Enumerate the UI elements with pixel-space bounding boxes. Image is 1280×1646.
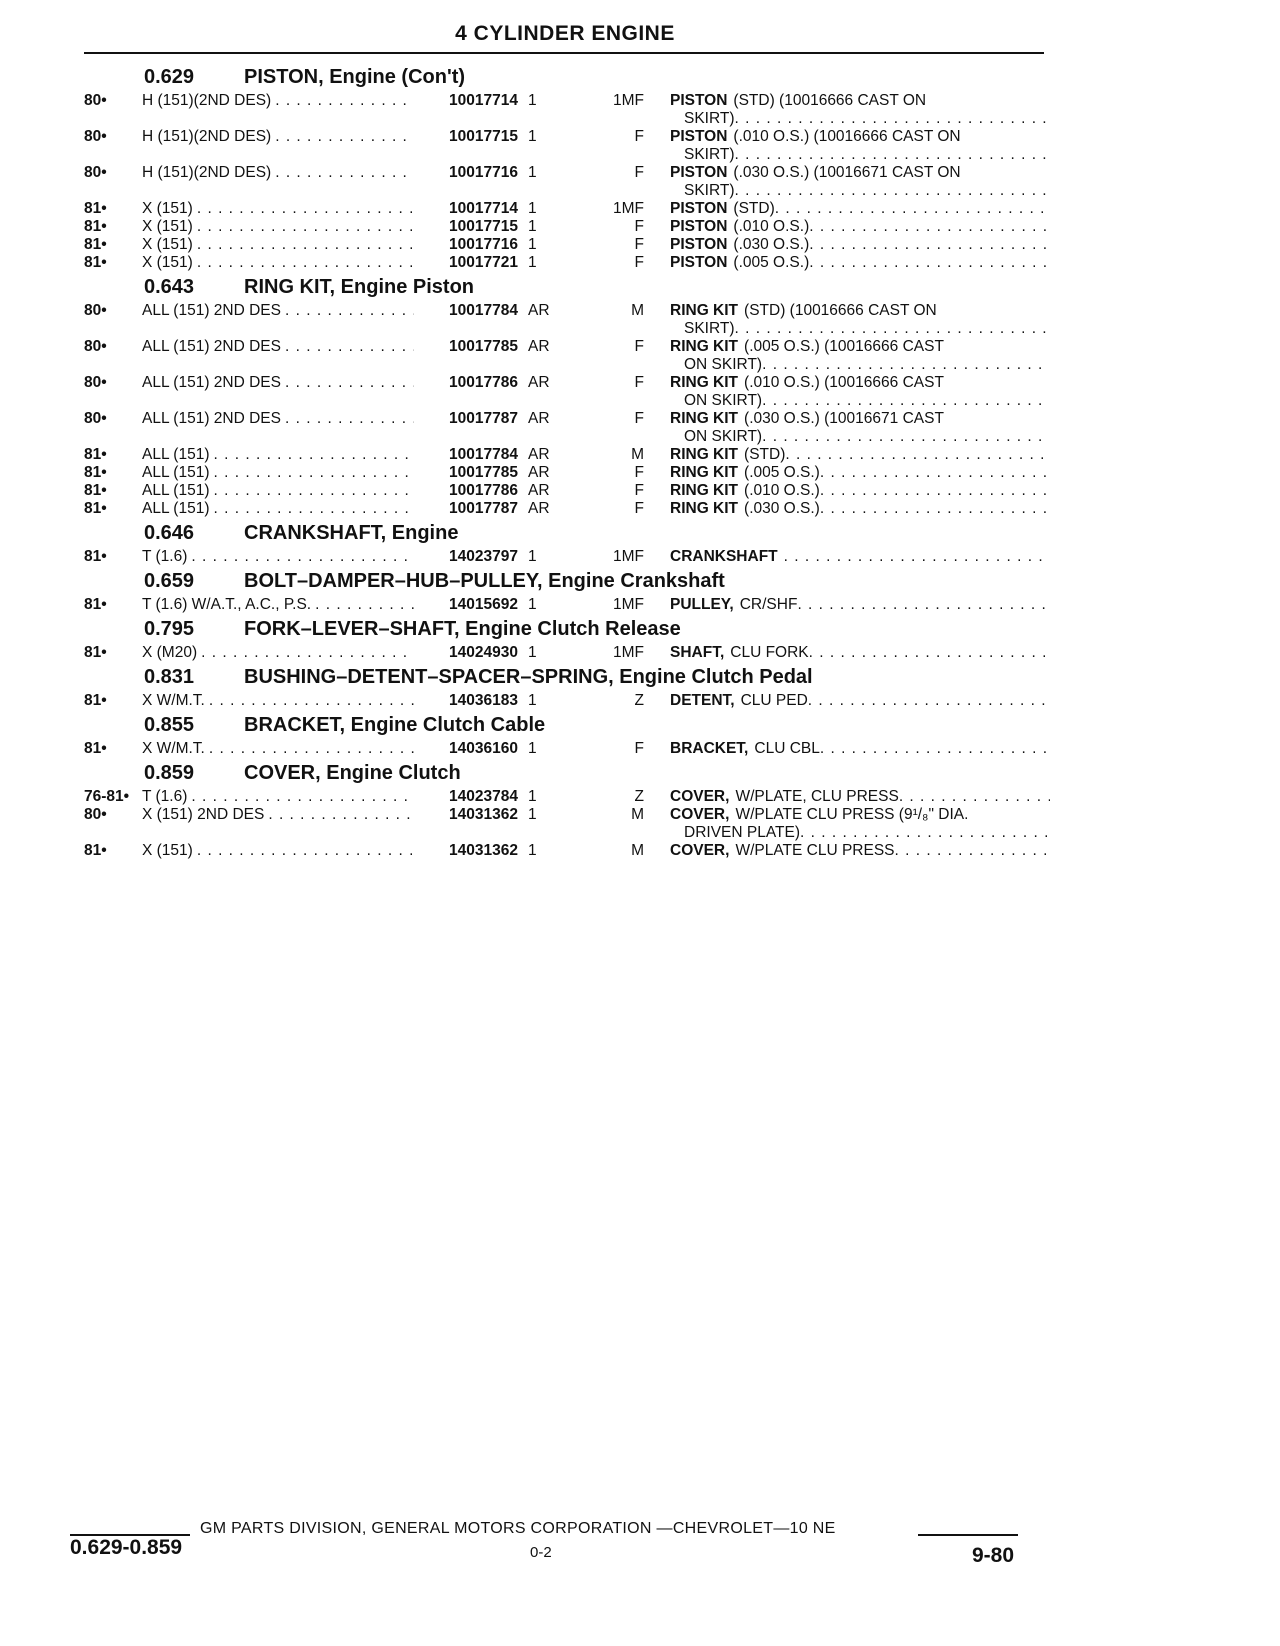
leader-dots	[797, 596, 1050, 614]
quantity: 1	[528, 788, 537, 805]
quantity: 1	[528, 740, 537, 757]
part-description-key: COVER,	[670, 842, 730, 859]
part-description-cont: DRIVEN PLATE)	[684, 824, 800, 841]
application: ALL (151) . . .	[142, 464, 492, 482]
part-number: 10017714	[414, 200, 518, 218]
quantity: AR	[528, 482, 550, 499]
leader-dots	[785, 446, 1050, 464]
leader-dots	[809, 236, 1050, 254]
quantity: 1	[528, 644, 537, 661]
model-year: 81 •	[84, 500, 107, 518]
part-row	[84, 806, 1044, 842]
part-description: (STD)	[744, 446, 786, 463]
source-code: F	[634, 128, 644, 145]
model-year: 81 •	[84, 200, 107, 218]
application: H (151)(2ND DES) . . .	[142, 92, 492, 110]
description-cell	[670, 236, 1050, 254]
part-description: (.005 O.S.) (10016666 CAST	[744, 338, 944, 355]
leader-dots	[735, 110, 1050, 128]
model-year: 81 •	[84, 644, 107, 662]
source-code: F	[634, 218, 644, 235]
part-number: 10017714	[414, 92, 518, 110]
part-row	[84, 548, 1044, 566]
part-description-cont: SKIRT)	[684, 320, 735, 337]
application: H (151)(2ND DES) . . .	[142, 128, 492, 146]
source-code: F	[634, 374, 644, 391]
leader-dots	[809, 644, 1050, 662]
application: X (151) . . .	[142, 200, 492, 218]
part-description-cont: SKIRT)	[684, 110, 735, 127]
part-description-key: RING KIT	[670, 302, 739, 319]
leader-dots	[809, 254, 1050, 272]
part-description-key: PISTON	[670, 200, 728, 217]
part-description-key: PISTON	[670, 164, 728, 181]
part-row	[84, 740, 1044, 758]
leader-dots	[820, 482, 1050, 500]
source-code: M	[631, 446, 644, 463]
section-name: FORK–LEVER–SHAFT, Engine Clutch Release	[244, 618, 681, 640]
footer-divider-right	[918, 1534, 1018, 1536]
section-name: COVER, Engine Clutch	[244, 762, 461, 784]
description-cell	[670, 302, 1050, 338]
part-row	[84, 200, 1044, 218]
application: T (1.6) W/A.T., A.C., P.S. . . .	[142, 596, 492, 614]
footer-publisher: GM PARTS DIVISION, GENERAL MOTORS CORPORATION —CHEVROLET—10 NE	[200, 1520, 836, 1537]
part-description-key: PISTON	[670, 92, 728, 109]
model-year: 76-81 •	[84, 788, 129, 806]
application: X (151) . . .	[142, 254, 492, 272]
quantity: AR	[528, 464, 550, 481]
part-description: CLU PED	[740, 692, 808, 709]
part-description-key: RING KIT	[670, 482, 739, 499]
quantity: AR	[528, 302, 550, 319]
quantity: 1	[528, 236, 537, 253]
description-cell	[670, 446, 1050, 464]
description-cell	[670, 596, 1050, 614]
leader-dots	[820, 464, 1050, 482]
part-number: 10017785	[414, 338, 518, 356]
source-code: F	[634, 500, 644, 517]
footer-page-number: 0-2	[530, 1544, 552, 1561]
application: ALL (151) . . .	[142, 500, 492, 518]
leader-dots	[735, 182, 1050, 200]
part-number: 10017721	[414, 254, 518, 272]
quantity: 1	[528, 128, 537, 145]
source-code: M	[631, 842, 644, 859]
section-name: RING KIT, Engine Piston	[244, 276, 475, 298]
part-row	[84, 254, 1044, 272]
part-number: 10017784	[414, 302, 518, 320]
quantity: AR	[528, 374, 550, 391]
description-cell	[670, 482, 1050, 500]
model-year: 80 •	[84, 302, 107, 320]
application: X (151) . . .	[142, 842, 492, 860]
section-name: BOLT–DAMPER–HUB–PULLEY, Engine Crankshaft	[244, 570, 725, 592]
part-description: (.010 O.S.)	[733, 218, 810, 235]
part-row	[84, 842, 1044, 860]
application: ALL (151) . . .	[142, 446, 492, 464]
description-cell	[670, 806, 1050, 842]
source-code: 1MF	[613, 596, 644, 613]
model-year: 81 •	[84, 254, 107, 272]
description-cell	[670, 500, 1050, 518]
part-number: 14015692	[414, 596, 518, 614]
part-row	[84, 92, 1044, 128]
section-number: 0.855	[144, 714, 195, 736]
quantity: AR	[528, 410, 550, 427]
part-row	[84, 410, 1044, 446]
quantity: 1	[528, 842, 537, 859]
part-number: 10017787	[414, 410, 518, 428]
part-description: W/PLATE CLU PRESS (9¹/₈" DIA.	[735, 806, 969, 823]
quantity: 1	[528, 596, 537, 613]
section-name: CRANKSHAFT, Engine	[244, 522, 459, 544]
application: ALL (151) 2ND DES . . .	[142, 410, 492, 428]
part-description-cont: SKIRT)	[684, 146, 735, 163]
part-description-key: RING KIT	[670, 338, 739, 355]
quantity: 1	[528, 92, 537, 109]
parts-catalog	[84, 62, 1044, 860]
part-row	[84, 338, 1044, 374]
description-cell	[670, 548, 1050, 566]
description-cell	[670, 788, 1050, 806]
leader-dots	[808, 692, 1050, 710]
source-code: F	[634, 236, 644, 253]
part-row	[84, 788, 1044, 806]
source-code: F	[634, 740, 644, 757]
model-year: 80 •	[84, 92, 107, 110]
part-number: 10017715	[414, 218, 518, 236]
part-description-key: COVER,	[670, 806, 730, 823]
part-description: (.030 O.S.) (10016671 CAST	[744, 410, 944, 427]
source-code: F	[634, 464, 644, 481]
leader-dots	[800, 824, 1050, 842]
part-description-key: RING KIT	[670, 500, 739, 517]
part-description-key: PISTON	[670, 128, 728, 145]
application: T (1.6) . . .	[142, 548, 492, 566]
leader-dots	[775, 200, 1050, 218]
source-code: F	[634, 482, 644, 499]
part-number: 14023784	[414, 788, 518, 806]
model-year: 81 •	[84, 596, 107, 614]
part-row	[84, 218, 1044, 236]
leader-dots	[899, 788, 1050, 806]
part-description-key: RING KIT	[670, 374, 739, 391]
application: X W/M.T. . . .	[142, 740, 492, 758]
section-heading	[84, 274, 1044, 302]
source-code: F	[634, 254, 644, 271]
part-number: 14036160	[414, 740, 518, 758]
part-description: W/PLATE, CLU PRESS	[735, 788, 899, 805]
part-row	[84, 302, 1044, 338]
part-description: (STD) (10016666 CAST ON	[744, 302, 937, 319]
model-year: 80 •	[84, 164, 107, 182]
leader-dots	[820, 740, 1050, 758]
part-row	[84, 374, 1044, 410]
footer-section-range: 0.629-0.859	[70, 1536, 183, 1559]
section-heading	[84, 568, 1044, 596]
model-year: 81 •	[84, 548, 107, 566]
model-year: 80 •	[84, 410, 107, 428]
part-row	[84, 164, 1044, 200]
part-description: (.005 O.S.)	[744, 464, 820, 481]
application: X W/M.T. . . .	[142, 692, 492, 710]
description-cell	[670, 644, 1050, 662]
part-row	[84, 692, 1044, 710]
part-number: 14031362	[414, 806, 518, 824]
part-description-key: BRACKET,	[670, 740, 749, 757]
part-description: (.010 O.S.) (10016666 CAST ON	[733, 128, 961, 145]
leader-dots	[762, 392, 1050, 410]
section-name: BUSHING–DETENT–SPACER–SPRING, Engine Clutch Pedal	[244, 666, 813, 688]
section-heading	[84, 520, 1044, 548]
part-row	[84, 596, 1044, 614]
source-code: M	[631, 302, 644, 319]
section-number: 0.643	[144, 276, 195, 298]
quantity: 1	[528, 692, 537, 709]
part-description-key: CRANKSHAFT	[670, 548, 778, 565]
part-row	[84, 500, 1044, 518]
section-name: PISTON, Engine (Con't)	[244, 66, 466, 88]
source-code: 1MF	[613, 548, 644, 565]
part-description-key: PISTON	[670, 254, 728, 271]
quantity: 1	[528, 254, 537, 271]
part-number: 10017715	[414, 128, 518, 146]
quantity: 1	[528, 200, 537, 217]
part-number: 10017716	[414, 164, 518, 182]
part-description: (.010 O.S.)	[744, 482, 820, 499]
quantity: 1	[528, 218, 537, 235]
part-row	[84, 236, 1044, 254]
source-code: F	[634, 338, 644, 355]
application: H (151)(2ND DES) . . .	[142, 164, 492, 182]
leader-dots	[762, 356, 1050, 374]
part-description: CR/SHF	[739, 596, 798, 613]
model-year: 80 •	[84, 374, 107, 392]
quantity: 1	[528, 548, 537, 565]
part-description-key: PISTON	[670, 236, 728, 253]
description-cell	[670, 740, 1050, 758]
description-cell	[670, 374, 1050, 410]
header-divider	[84, 52, 1044, 54]
source-code: F	[634, 410, 644, 427]
part-description-key: DETENT,	[670, 692, 735, 709]
leader-dots	[735, 320, 1050, 338]
section-heading	[84, 664, 1044, 692]
page-title: 4 CYLINDER ENGINE	[455, 22, 675, 45]
part-row	[84, 128, 1044, 164]
description-cell	[670, 200, 1050, 218]
part-number: 10017787	[414, 500, 518, 518]
part-description: (.010 O.S.) (10016666 CAST	[744, 374, 944, 391]
part-row	[84, 464, 1044, 482]
part-description-cont: ON SKIRT)	[684, 356, 763, 373]
description-cell	[670, 692, 1050, 710]
part-number: 14031362	[414, 842, 518, 860]
section-name: BRACKET, Engine Clutch Cable	[244, 714, 546, 736]
part-description: W/PLATE CLU PRESS	[735, 842, 895, 859]
part-number: 14036183	[414, 692, 518, 710]
source-code: 1MF	[613, 200, 644, 217]
source-code: 1MF	[613, 644, 644, 661]
section-number: 0.629	[144, 66, 195, 88]
source-code: Z	[634, 788, 644, 805]
model-year: 81 •	[84, 236, 107, 254]
description-cell	[670, 464, 1050, 482]
source-code: Z	[634, 692, 644, 709]
application: X (151) 2ND DES . . .	[142, 806, 492, 824]
model-year: 80 •	[84, 338, 107, 356]
part-description: CLU CBL	[754, 740, 820, 757]
description-cell	[670, 92, 1050, 128]
section-number: 0.859	[144, 762, 195, 784]
part-description: CLU FORK	[730, 644, 809, 661]
model-year: 81 •	[84, 464, 107, 482]
part-description-key: PISTON	[670, 218, 728, 235]
part-number: 10017786	[414, 374, 518, 392]
model-year: 81 •	[84, 482, 107, 500]
section-number: 0.831	[144, 666, 195, 688]
part-number: 10017716	[414, 236, 518, 254]
part-description: (.030 O.S.)	[744, 500, 820, 517]
part-description: (.030 O.S.) (10016671 CAST ON	[733, 164, 961, 181]
source-code: F	[634, 164, 644, 181]
model-year: 80 •	[84, 128, 107, 146]
leader-dots	[820, 500, 1050, 518]
model-year: 81 •	[84, 446, 107, 464]
section-heading	[84, 712, 1044, 740]
description-cell	[670, 218, 1050, 236]
leader-dots	[762, 428, 1050, 446]
part-number: 14024930	[414, 644, 518, 662]
part-description-key: PULLEY,	[670, 596, 734, 613]
quantity: AR	[528, 500, 550, 517]
part-description-key: RING KIT	[670, 410, 739, 427]
description-cell	[670, 254, 1050, 272]
part-description-key: RING KIT	[670, 446, 739, 463]
description-cell	[670, 128, 1050, 164]
description-cell	[670, 338, 1050, 374]
quantity: 1	[528, 806, 537, 823]
leader-dots	[735, 146, 1050, 164]
section-number: 0.646	[144, 522, 195, 544]
part-number: 10017785	[414, 464, 518, 482]
part-description-cont: ON SKIRT)	[684, 428, 763, 445]
part-description-key: RING KIT	[670, 464, 739, 481]
application: ALL (151) . . .	[142, 482, 492, 500]
application: ALL (151) 2ND DES . . .	[142, 338, 492, 356]
model-year: 81 •	[84, 842, 107, 860]
model-year: 80 •	[84, 806, 107, 824]
section-heading	[84, 64, 1044, 92]
quantity: AR	[528, 446, 550, 463]
application: X (151) . . .	[142, 236, 492, 254]
quantity: AR	[528, 338, 550, 355]
part-number: 10017786	[414, 482, 518, 500]
description-cell	[670, 842, 1050, 860]
part-description-key: SHAFT,	[670, 644, 725, 661]
application: X (151) . . .	[142, 218, 492, 236]
part-row	[84, 482, 1044, 500]
application: ALL (151) 2ND DES . . .	[142, 302, 492, 320]
quantity: 1	[528, 164, 537, 181]
model-year: 81 •	[84, 218, 107, 236]
part-number: 14023797	[414, 548, 518, 566]
part-description-key: COVER,	[670, 788, 730, 805]
part-description: (STD)	[733, 200, 775, 217]
application: ALL (151) 2ND DES . . .	[142, 374, 492, 392]
part-row	[84, 644, 1044, 662]
source-code: 1MF	[613, 92, 644, 109]
footer-date: 9-80	[972, 1544, 1015, 1567]
part-description: (STD) (10016666 CAST ON	[733, 92, 927, 109]
section-number: 0.659	[144, 570, 195, 592]
description-cell	[670, 164, 1050, 200]
application: X (M20) . . .	[142, 644, 492, 662]
part-description: (.030 O.S.)	[733, 236, 810, 253]
part-description-cont: ON SKIRT)	[684, 392, 763, 409]
part-row	[84, 446, 1044, 464]
part-number: 10017784	[414, 446, 518, 464]
leader-dots	[784, 548, 1050, 566]
source-code: M	[631, 806, 644, 823]
section-heading	[84, 616, 1044, 644]
part-description-cont: SKIRT)	[684, 182, 735, 199]
section-heading	[84, 760, 1044, 788]
application: T (1.6) . . .	[142, 788, 492, 806]
section-number: 0.795	[144, 618, 195, 640]
model-year: 81 •	[84, 740, 107, 758]
leader-dots	[809, 218, 1050, 236]
description-cell	[670, 410, 1050, 446]
part-description: (.005 O.S.)	[733, 254, 810, 271]
leader-dots	[895, 842, 1051, 860]
model-year: 81 •	[84, 692, 107, 710]
